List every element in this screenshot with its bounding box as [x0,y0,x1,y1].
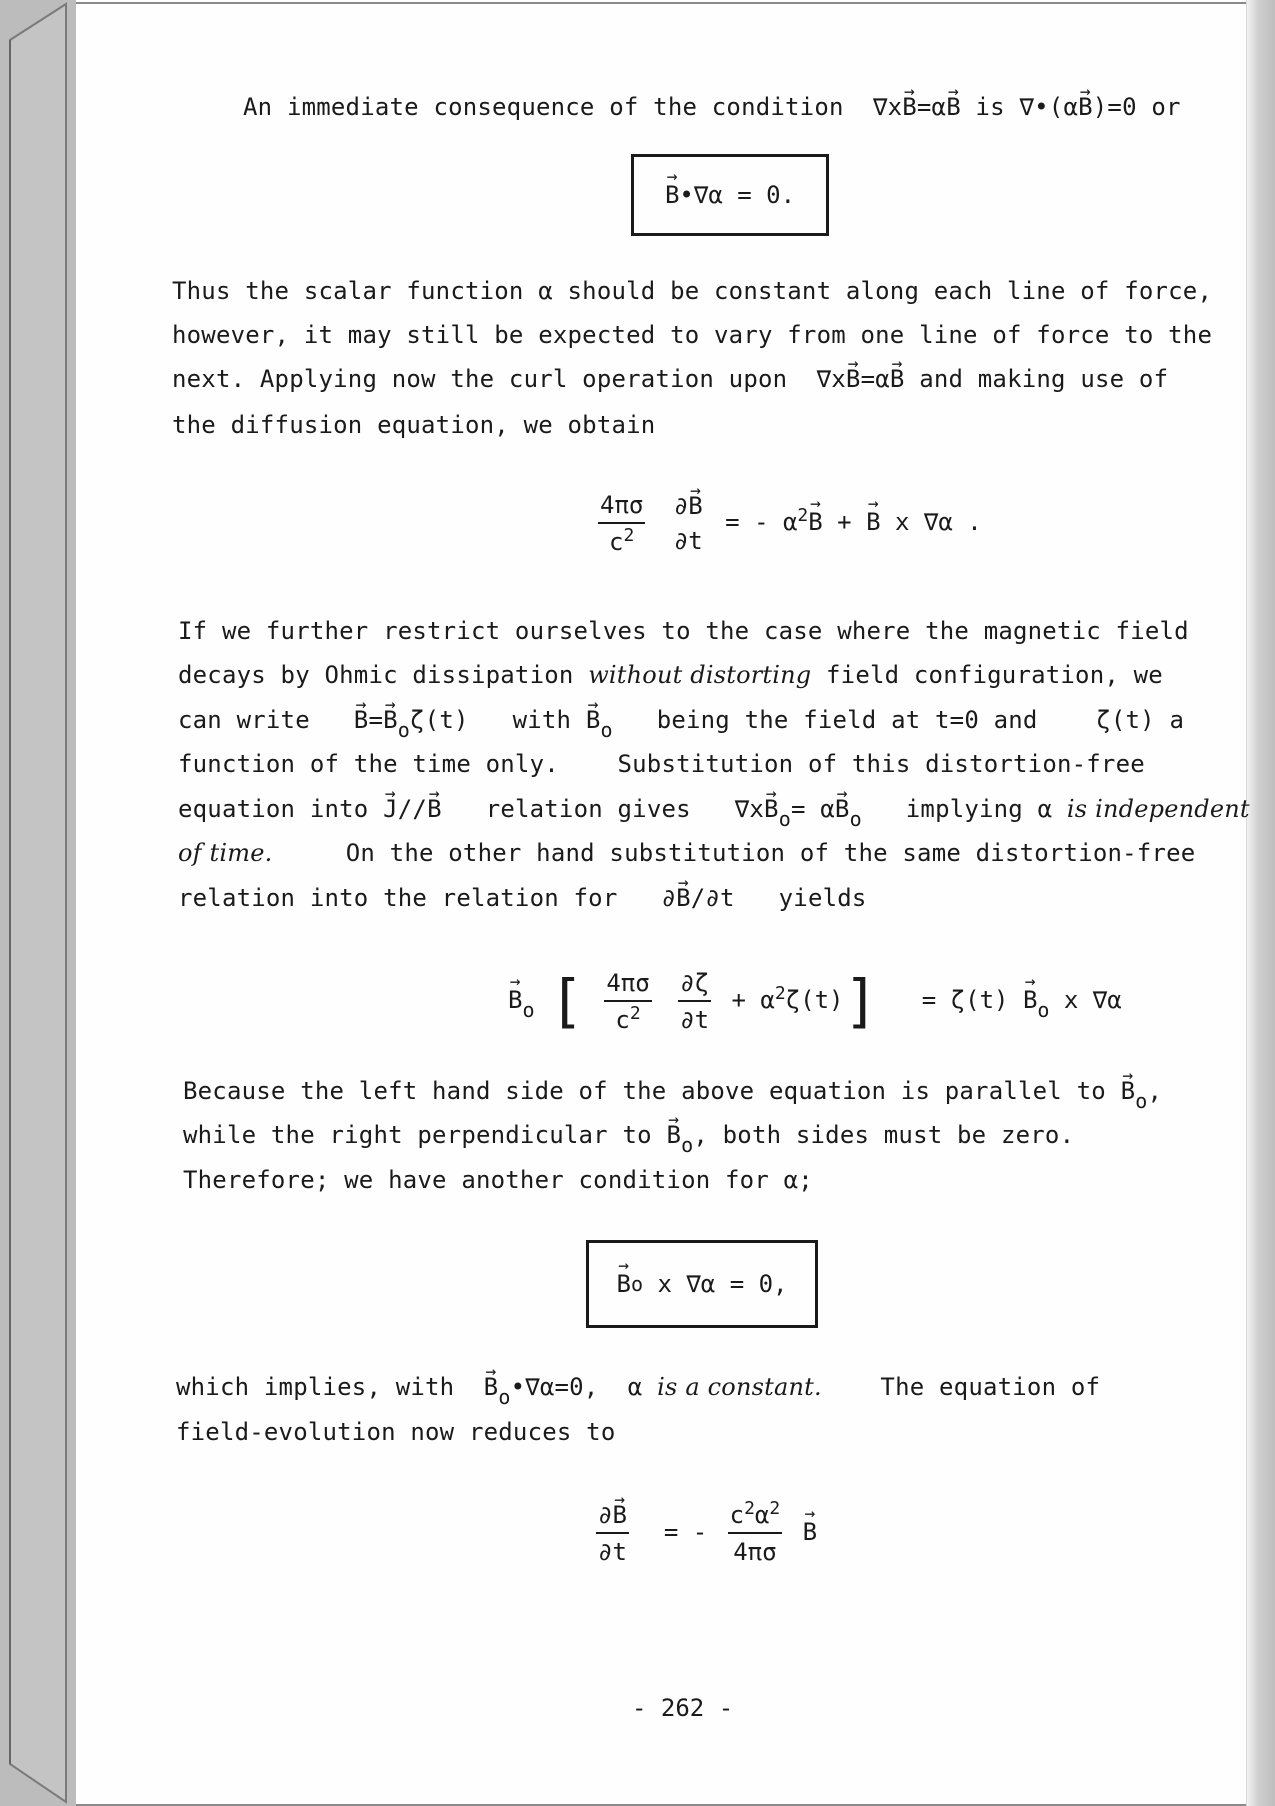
field-evolution-equation: $\frac{\partial\to B}{\partial t}$ = - $\frac{c^2\alpha^2}{4\pi\sigma}$ → B [590,1500,817,1566]
text-line: the diffusion equation, we obtain [172,411,656,439]
divergence-condition: ∇•(α→ B)=0 [1020,93,1137,121]
text-line: while the right perpendicular to → $B_o$, both sides must be zero. [183,1120,1074,1150]
diffusion-equation: $\frac{4\pi\sigma}{c^2}$ ∂→ B ∂t = - $\alpha^2\to B$ + → B x ∇α . [592,490,982,556]
text-line: Thus the scalar function α should be constant along each line of force, [172,277,1213,305]
book-spine [0,0,76,1806]
text-line: next. Applying now the curl operation upon ∇x→ B=α→ B and making use of [172,364,1168,394]
text-line: decays by Ohmic dissipation without distorting field configuration, we [178,661,1163,689]
text-line: Therefore; we have another condition for α; [183,1166,813,1194]
text-line: which implies, with → $B_o•\nabla\alpha=0$, α is a constant. The equation of [176,1372,1100,1402]
text-line: field-evolution now reduces to [176,1418,616,1446]
text-line: can write → $B=\to B_o\zeta(t)$ with → $B_o$ being the field at t=0 and ζ(t) a [178,705,1184,735]
page-number: - 262 - [632,1694,734,1722]
text-line: function of the time only. Substitution of this distortion-free [178,750,1145,778]
text-line: however, it may still be expected to vary from one line of force to the [172,321,1213,349]
text-line: Because the left hand side of the above equation is parallel to → $B_o$, [183,1076,1162,1106]
text-line: relation into the relation for ∂→ B/∂t yields [178,883,867,913]
curl-condition: ∇x→ B=α→ B [873,93,961,121]
text-line: If we further restrict ourselves to the case where the magnetic field [178,617,1189,645]
zeta-equation: → $B_o$ [ $\frac{4\pi\sigma}{c^2}$ $\frac{\partial\zeta}{\partial t}$ + $\alpha^2\zeta(t)$] = $\zeta(t) \to B_o$ x ∇α [508,968,1122,1034]
text-line: equation into → J//→ B relation gives $\nabla x\to B_o= \alpha\to B_o$ implying α is independent [178,794,1250,824]
page-edge [1246,0,1275,1806]
boxed-equation-1: → B •∇α = 0. [631,154,829,236]
text-line: An immediate consequence of the condition ∇x→ B=α→ B is ∇•(α→ B)=0 or [243,92,1181,122]
text-line: of time. On the other hand substitution of the same distortion-free [178,839,1196,867]
boxed-equation-2: → B o x ∇α = 0, [586,1240,818,1328]
